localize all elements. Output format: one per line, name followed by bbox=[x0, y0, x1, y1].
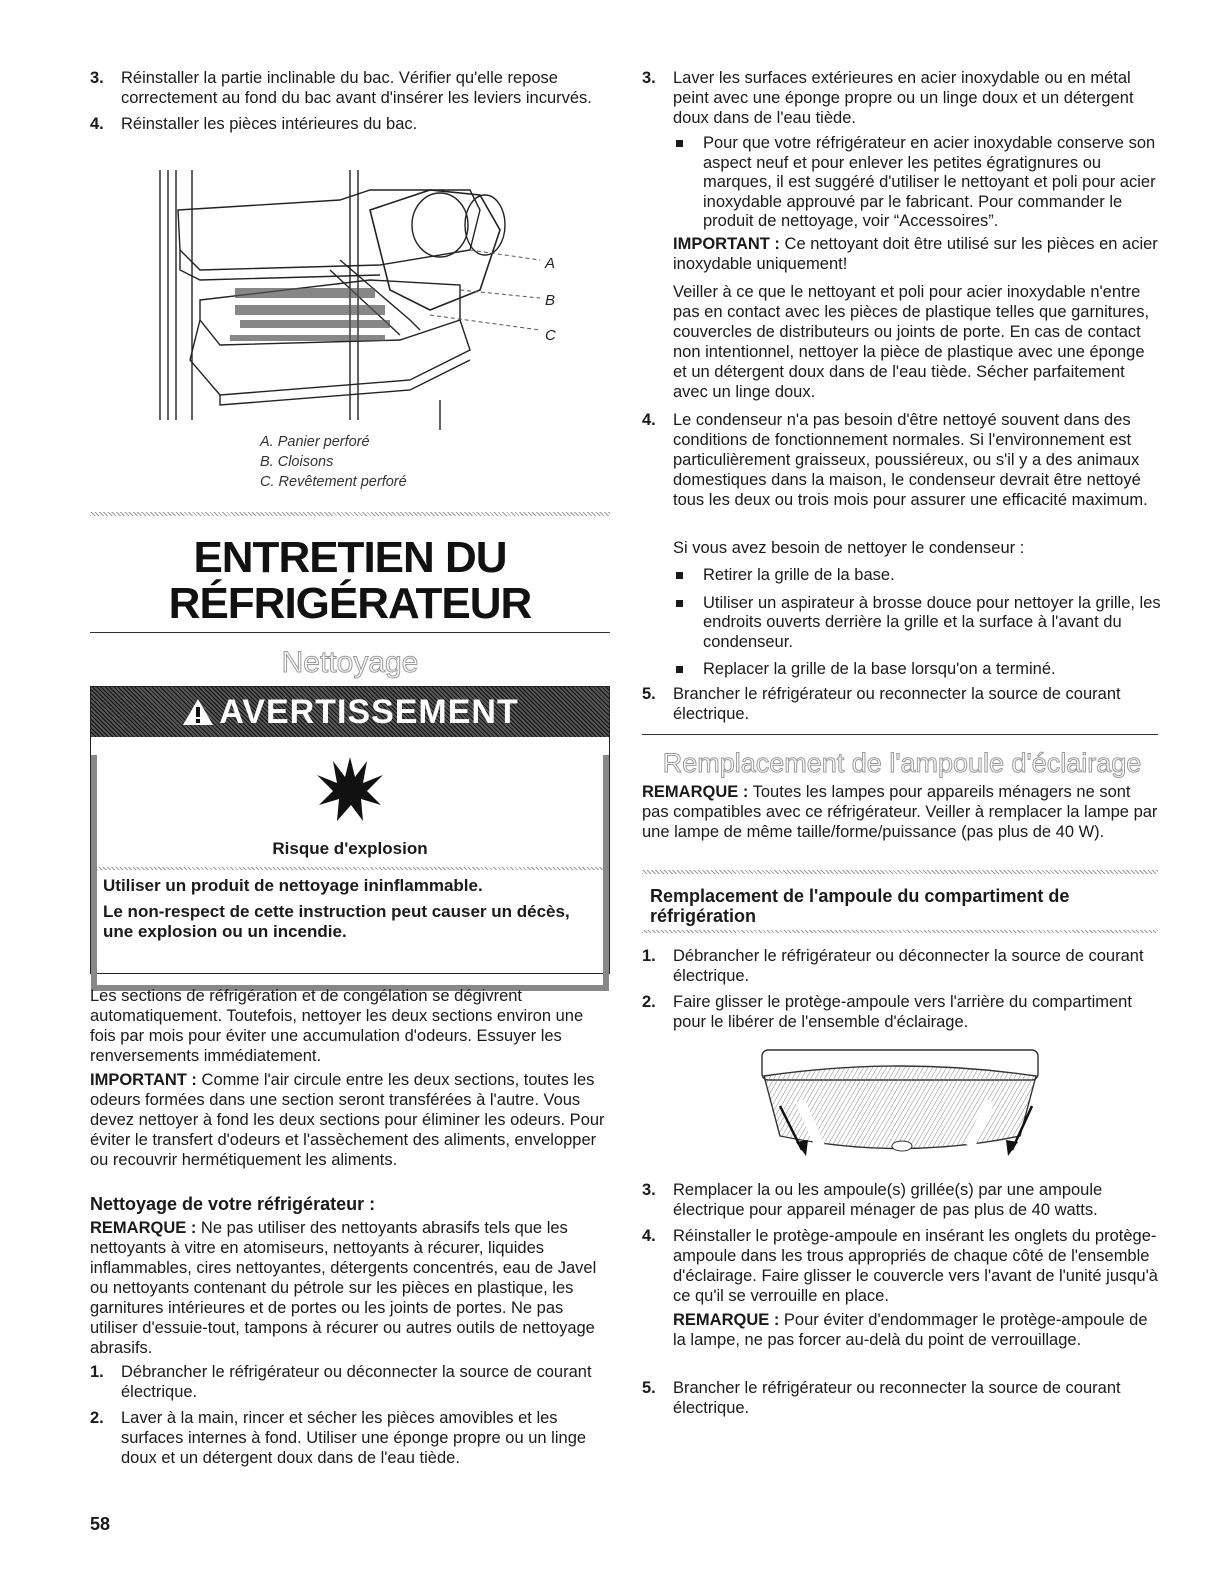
bullet-icon bbox=[676, 666, 683, 673]
steps-bottom bbox=[90, 1362, 610, 1468]
step-item: 4. Le condenseur n'a pas besoin d'être nettoyé souvent dans des conditions de fonctionnement normales. Si l'environnement est particulièrement graisseux, poussiéreux, ou s'il y a des animaux domestiques dans la maison, le condenseur devrait être nettoyé tous les deux ou trois mois pour assurer une efficacité maximum. bbox=[642, 411, 1148, 509]
condenser-bullets bbox=[673, 566, 1162, 680]
lamp-section-title: Remplacement de l'ampoule d'éclairage bbox=[662, 748, 1142, 778]
important-paragraph: IMPORTANT : Comme l'air circule entre les deux sections, toutes les odeurs formées dans une section seront transférées à l'autre. Vous devez nettoyer à fond les deux sections pour éliminer les odeurs. Pour éviter le transfert d'odeurs et l'assèchement des aliments, envelopper ou recouvrir hermétiquement les aliments. bbox=[90, 1071, 605, 1169]
step-item: 5. Brancher le réfrigérateur ou reconnecter la source de courant électrique. bbox=[642, 685, 1121, 723]
bullet-icon bbox=[676, 600, 683, 607]
bullet-item: Retirer la grille de la base. bbox=[673, 566, 1162, 586]
caption-c: C. Revêtement perforé bbox=[260, 474, 407, 490]
warning-triangle-icon bbox=[181, 697, 215, 727]
divider-lamp bbox=[642, 870, 1158, 874]
steps-right-b bbox=[642, 410, 1162, 510]
lamp-remarque: REMARQUE : Pour éviter d'endommager le protège-ampoule de la lampe, ne pas forcer au-delà du point de verrouillage. bbox=[673, 1311, 1148, 1349]
important-steel: IMPORTANT : Ce nettoyant doit être utilisé sur les pièces en acier inoxydable uniquement! bbox=[673, 235, 1158, 273]
divider-right bbox=[642, 734, 1158, 735]
steps-right-c bbox=[642, 684, 1162, 724]
warning-box bbox=[90, 686, 610, 974]
remarque-paragraph: REMARQUE : Ne pas utiliser des nettoyants abrasifs tels que les nettoyants à vitre en atomiseurs, nettoyants à récurer, liquides inflammables, cires nettoyantes, détergents concentrés, eau de Javel ou nettoyants contenant du pétrole sur les pièces en plastique, les garnitures intérieures et de portes ou les joints de portes. Ne pas utiliser d'essuie-tout, tampons à récurer ou autres outils de nettoyage abrasifs. bbox=[90, 1219, 597, 1357]
step-item: 2. Laver à la main, rincer et sécher les pièces amovibles et les surfaces internes à fond. Utiliser une éponge propre ou un linge doux et un détergent doux dans de l'eau tiède. bbox=[90, 1409, 587, 1467]
warning-sep bbox=[97, 867, 603, 870]
warning-line2: Le non-respect de cette instruction peut causer un décès, une explosion ou un incendie. bbox=[103, 902, 570, 941]
lamp-steps-b bbox=[642, 1180, 1162, 1306]
bullet-icon bbox=[676, 572, 683, 579]
caption-b: B. Cloisons bbox=[260, 454, 334, 470]
condenser-intro: Si vous avez besoin de nettoyer le condenseur : bbox=[673, 539, 1025, 557]
steps-right-a bbox=[642, 68, 1162, 128]
veiller-paragraph: Veiller à ce que le nettoyant et poli pour acier inoxydable n'entre pas en contact avec les pièces de plastique telles que garnitures, couvercles de distributeurs ou joints de porte. En cas de contact non intentionnel, nettoyer la pièce de plastique avec une éponge et un détergent doux dans de l'eau tiède. Sécher parfaitement avec un linge doux. bbox=[673, 283, 1150, 401]
cleaning-paragraph: Les sections de réfrigération et de congélation se dégivrent automatiquement. Toutefois, nettoyer les deux sections environ une fois par mois pour éviter une accumulation d'odeurs. Essuyer les renversements immédiatement. bbox=[90, 987, 584, 1065]
warning-inner bbox=[91, 755, 609, 991]
divider-sub bbox=[642, 930, 1158, 933]
lamp-steps-c bbox=[642, 1378, 1162, 1418]
step-item: 1. Débrancher le réfrigérateur ou déconnecter la source de courant électrique. bbox=[90, 1363, 592, 1401]
warning-line1: Utiliser un produit de nettoyage ininflammable. bbox=[103, 876, 483, 895]
step-item: 2. Faire glisser le protège-ampoule vers l'arrière du compartiment pour le libérer de l'ensemble d'éclairage. bbox=[642, 993, 1132, 1031]
warning-risk: Risque d'explosion bbox=[272, 839, 428, 858]
step-item: 3. Réinstaller la partie inclinable du bac. Vérifier qu'elle repose correctement au fond du bac avant d'insérer les leviers incurvés. bbox=[90, 69, 592, 107]
explosion-icon bbox=[315, 755, 385, 825]
figure-label-c: C bbox=[545, 327, 556, 344]
page-number: 58 bbox=[90, 1514, 111, 1534]
divider-title bbox=[90, 632, 610, 633]
lamp-note: REMARQUE : Toutes les lampes pour appareils ménagers ne sont pas compatibles avec ce réfrigérateur. Veiller à remplacer la lampe par une lampe de même taille/forme/puissance (pas plus de 40 W). bbox=[642, 783, 1158, 841]
lamp-subheading: Remplacement de l'ampoule du compartiment de réfrigération bbox=[650, 886, 1070, 926]
warning-banner: AVERTISSEMENT bbox=[91, 687, 609, 737]
bullet-item: Utiliser un aspirateur à brosse douce pour nettoyer la grille, les endroits ouverts derrière la grille et la surface à l'avant du condenseur. bbox=[673, 594, 1162, 653]
steps-top bbox=[90, 68, 610, 134]
lamp-steps-a bbox=[642, 946, 1162, 1032]
crisper-bin-illustration bbox=[140, 170, 600, 430]
divider-top bbox=[90, 512, 610, 516]
step-item: 1. Débrancher le réfrigérateur ou déconnecter la source de courant électrique. bbox=[642, 947, 1144, 985]
caption-a: A. Panier perforé bbox=[260, 434, 370, 450]
lamp-cover-illustration bbox=[760, 1046, 1050, 1166]
step-item: 3. Remplacer la ou les ampoule(s) grillée(s) par une ampoule électrique pour appareil ménager de pas plus de 40 watts. bbox=[642, 1181, 1103, 1219]
step-item: 5. Brancher le réfrigérateur ou reconnecter la source de courant électrique. bbox=[642, 1379, 1121, 1417]
figure-label-b: B bbox=[545, 292, 556, 309]
step-item: 4. Réinstaller les pièces intérieures du bac. bbox=[90, 115, 418, 133]
section-title-nettoyage: Nettoyage bbox=[281, 646, 419, 679]
figure-label-a: A bbox=[545, 255, 556, 272]
figure-captions bbox=[260, 432, 407, 492]
step-item: 3. Laver les surfaces extérieures en acier inoxydable ou en métal peint avec une éponge propre ou un linge doux et un détergent doux dans de l'eau tiède. bbox=[642, 69, 1134, 127]
bullet-item: Pour que votre réfrigérateur en acier inoxydable conserve son aspect neuf et pour enlever les petites égratignures ou marques, il est suggéré d'utiliser le nettoyant et poli pour acier inoxydable approuvé par le fabricant. Pour commander le produit de nettoyage, voir “Accessoires”. bbox=[673, 134, 1162, 232]
page-title: ENTRETIEN DU RÉFRIGÉRATEUR bbox=[168, 533, 532, 628]
bullet-item: Replacer la grille de la base lorsqu'on a terminé. bbox=[673, 660, 1162, 680]
step-item: 4. Réinstaller le protège-ampoule en insérant les onglets du protège-ampoule dans les trous appropriés de chaque côté de l'ensemble d'éclairage. Faire glisser le couvercle vers l'avant de l'unité jusqu'à ce qu'il se verrouille en place. bbox=[642, 1227, 1158, 1305]
cleaning-subheading: Nettoyage de votre réfrigérateur : bbox=[90, 1194, 376, 1214]
bullet-icon bbox=[676, 140, 683, 147]
steel-bullets bbox=[673, 134, 1162, 232]
